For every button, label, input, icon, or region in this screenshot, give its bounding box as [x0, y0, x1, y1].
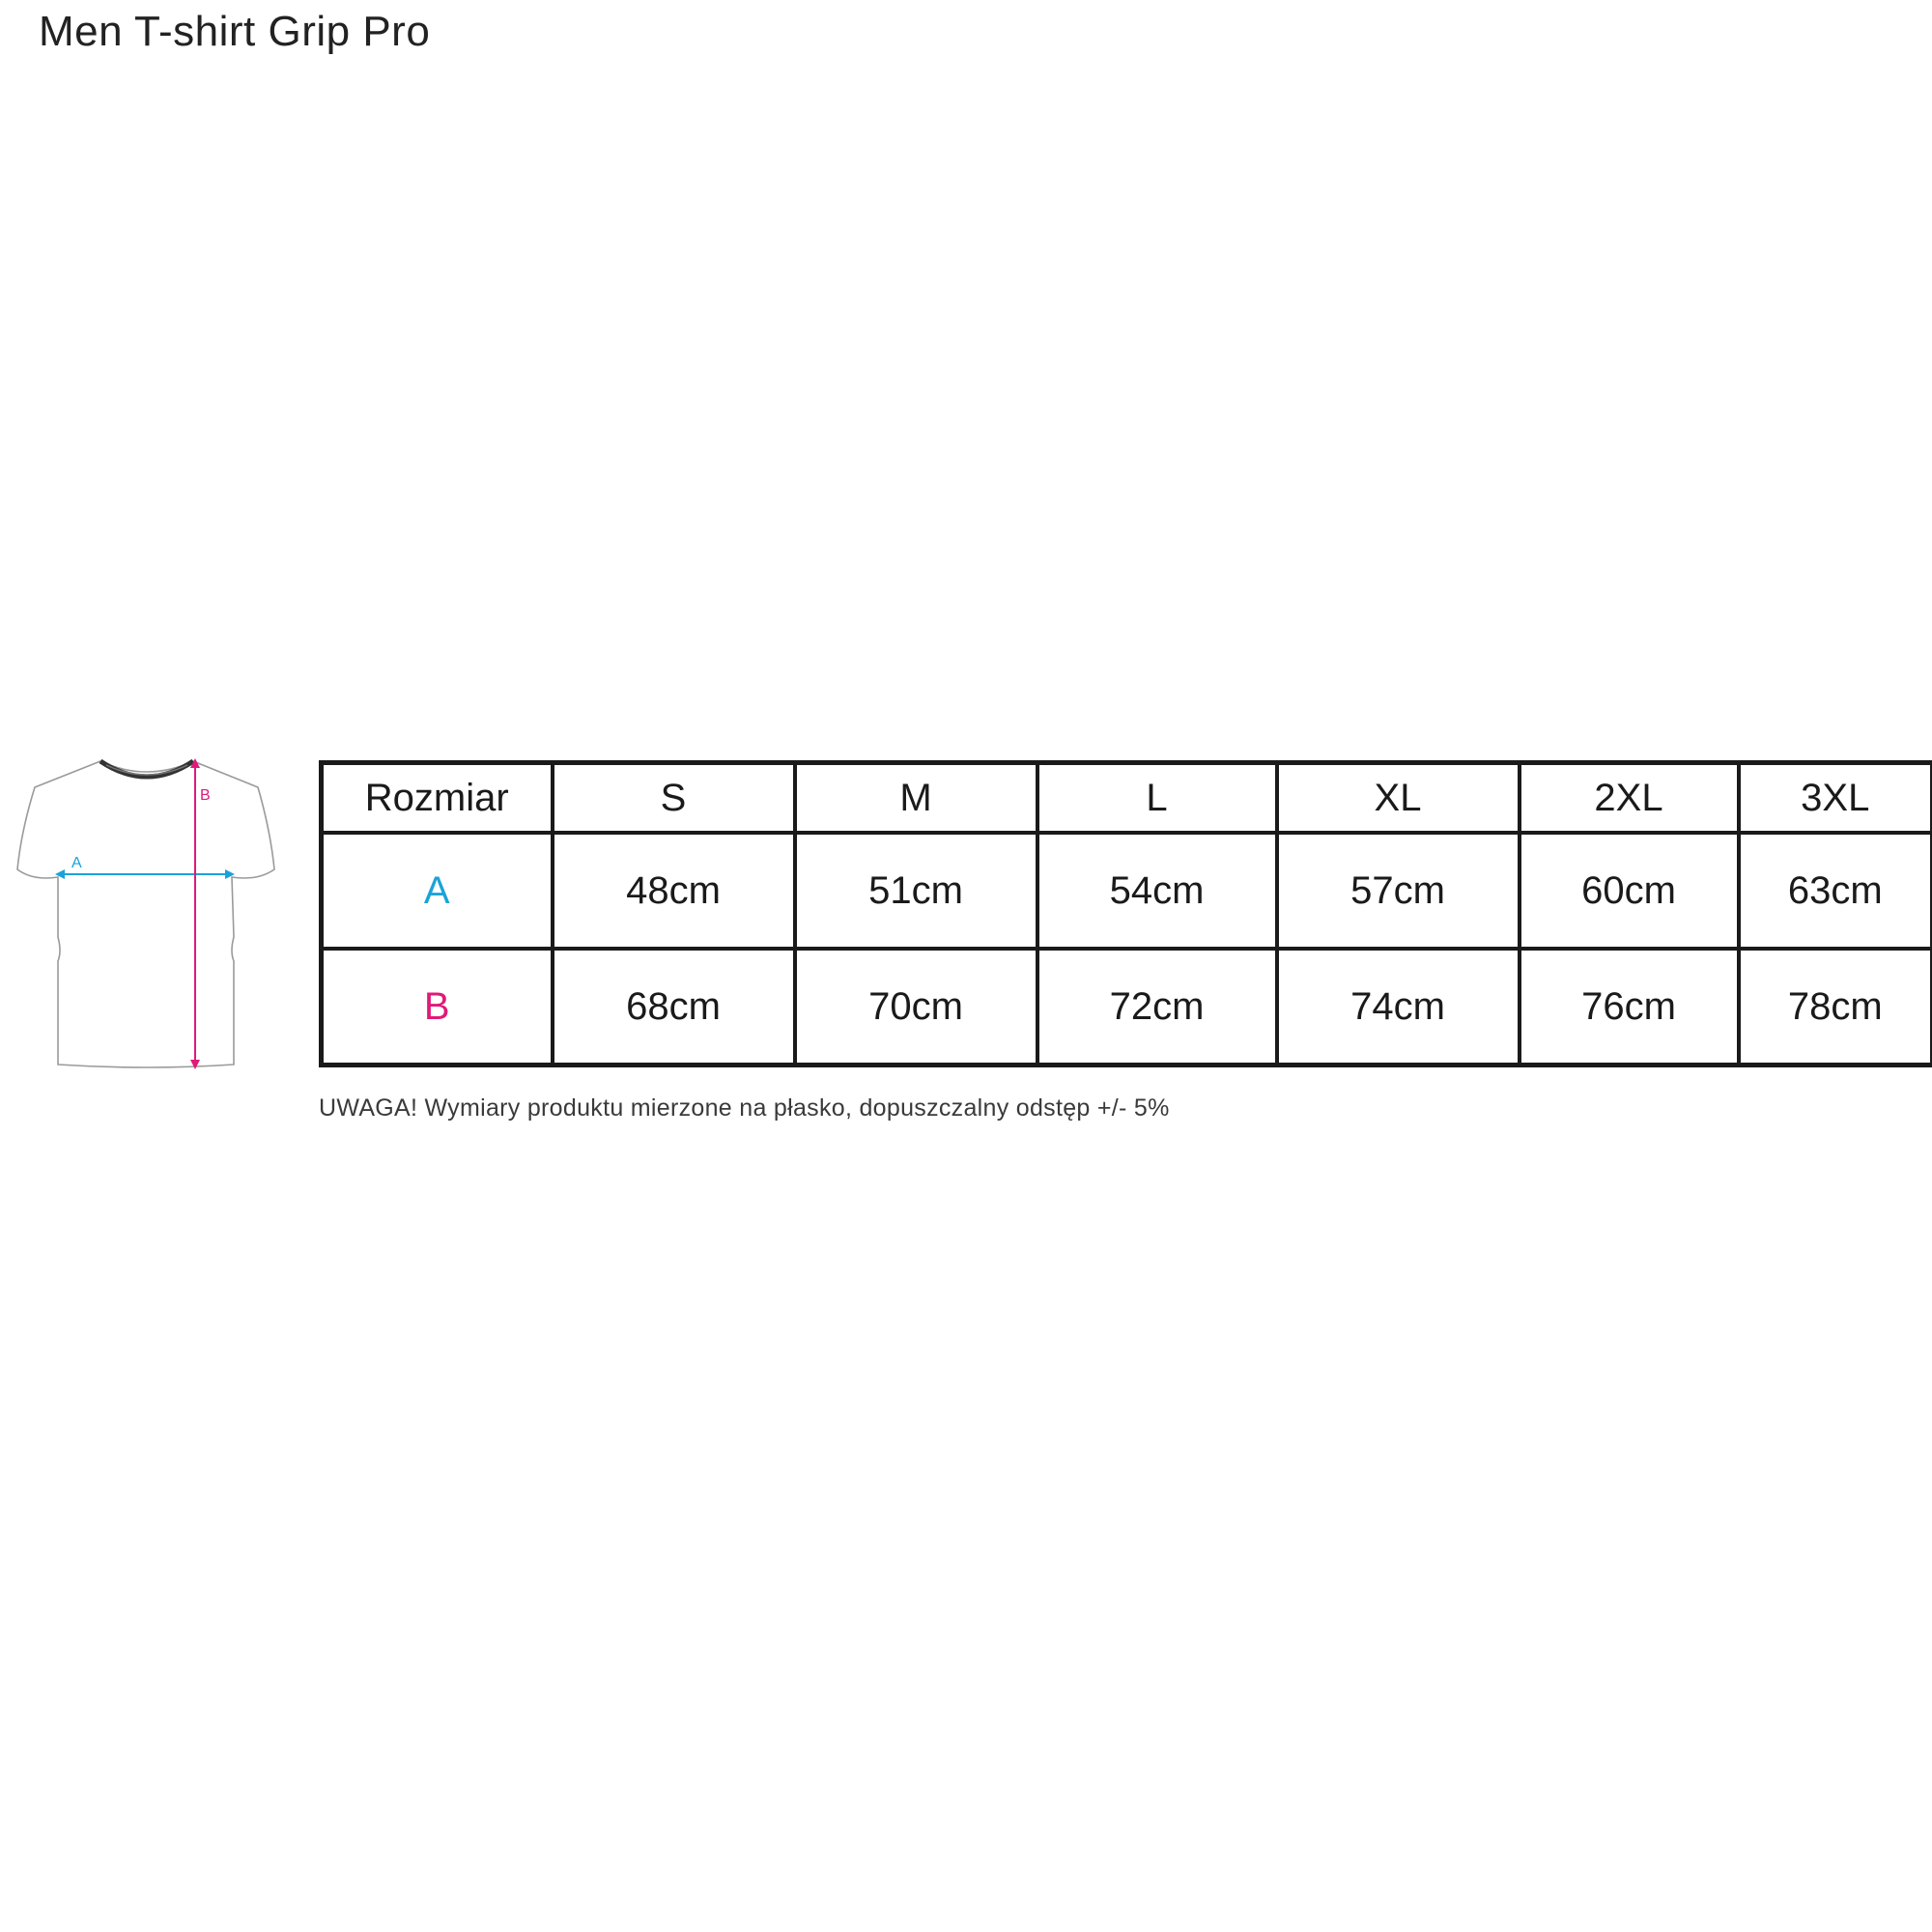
row-label-b: B [322, 949, 553, 1065]
tshirt-outline [17, 761, 274, 1067]
measurement-note: UWAGA! Wymiary produktu mierzone na płasko, dopuszczalny odstęp +/- 5% [319, 1094, 1170, 1122]
cell-a-xl: 57cm [1277, 833, 1520, 949]
page-title: Men T-shirt Grip Pro [39, 8, 431, 55]
cell-a-m: 51cm [795, 833, 1037, 949]
header-cell-m: M [795, 763, 1037, 834]
cell-b-xl: 74cm [1277, 949, 1520, 1065]
cell-a-l: 54cm [1037, 833, 1277, 949]
cell-b-m: 70cm [795, 949, 1037, 1065]
cell-b-3xl: 78cm [1739, 949, 1932, 1065]
cell-a-3xl: 63cm [1739, 833, 1932, 949]
diagram-label-b: B [200, 787, 211, 804]
cell-b-2xl: 76cm [1520, 949, 1739, 1065]
tshirt-icon [12, 753, 282, 1072]
row-label-a: A [322, 833, 553, 949]
header-cell-xl: XL [1277, 763, 1520, 834]
header-cell-3xl: 3XL [1739, 763, 1932, 834]
size-table [319, 760, 1932, 1067]
diagram-label-a: A [71, 855, 82, 871]
table-row [322, 949, 1932, 1065]
tshirt-measurement-diagram [12, 753, 282, 1072]
header-cell-2xl: 2XL [1520, 763, 1739, 834]
table-row [322, 833, 1932, 949]
header-cell-s: S [553, 763, 795, 834]
header-cell-rozmiar: Rozmiar [322, 763, 553, 834]
cell-a-s: 48cm [553, 833, 795, 949]
cell-a-2xl: 60cm [1520, 833, 1739, 949]
table-header-row [322, 763, 1932, 834]
header-cell-l: L [1037, 763, 1277, 834]
cell-b-s: 68cm [553, 949, 795, 1065]
cell-b-l: 72cm [1037, 949, 1277, 1065]
